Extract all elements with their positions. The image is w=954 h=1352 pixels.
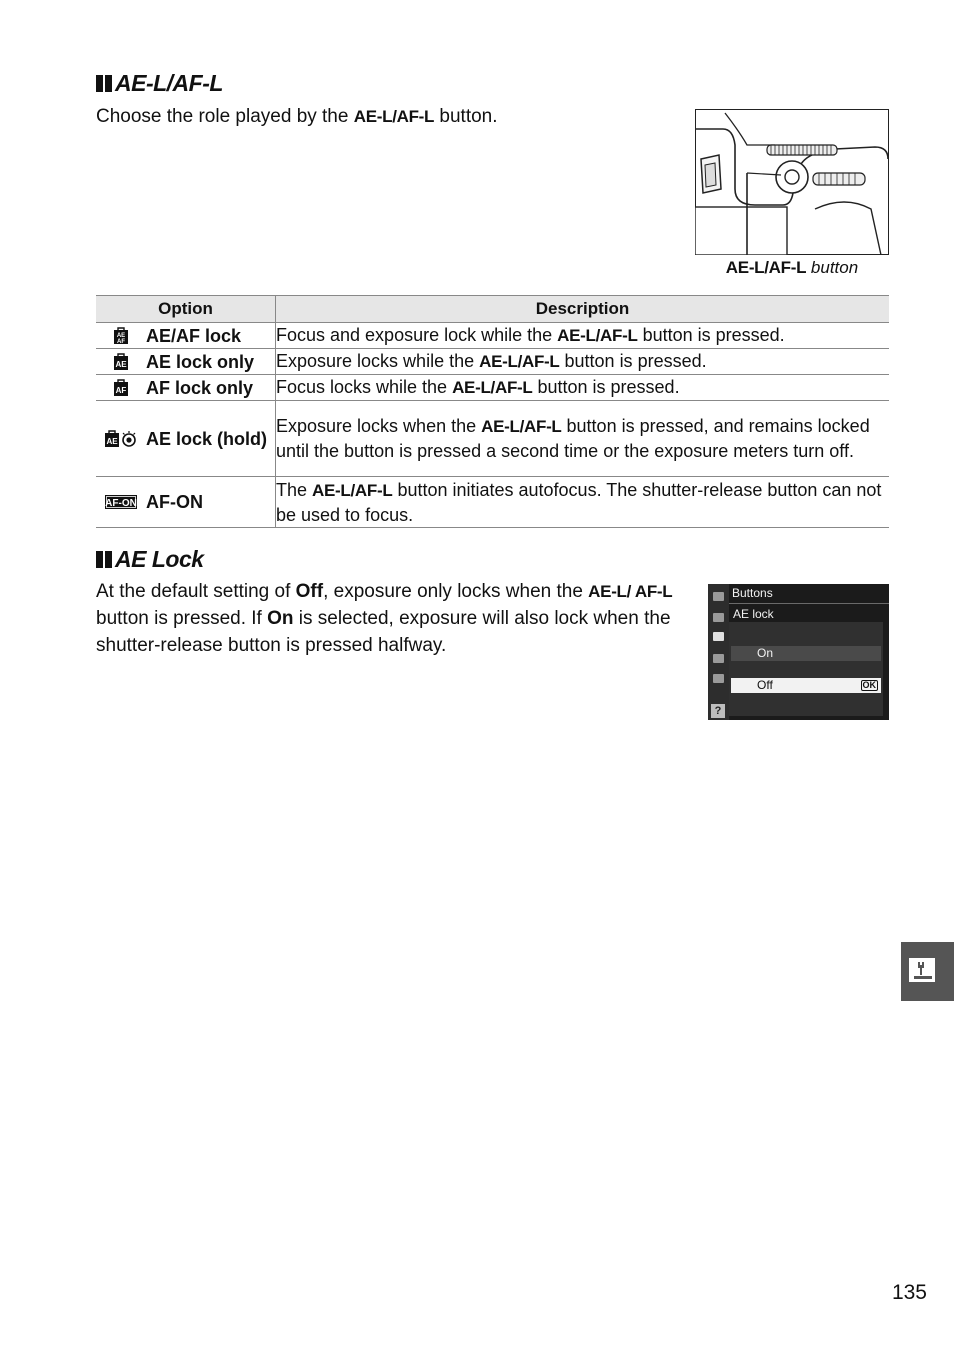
- ae-lock-icon: [96, 353, 146, 370]
- option-description: Exposure locks while the AE-L/AF-L button is pressed.: [276, 349, 890, 375]
- svg-text:AF: AF: [117, 339, 125, 344]
- svg-text:AE: AE: [116, 333, 126, 339]
- table-row: [96, 375, 889, 401]
- menu-header: Buttons: [732, 586, 773, 600]
- option-label: AF-ON: [146, 492, 203, 512]
- option-label: AE lock only: [146, 351, 255, 372]
- menu-sidebar: [708, 584, 729, 720]
- ae-lock-hold-icon: [96, 430, 146, 447]
- header-description: Description: [276, 296, 890, 323]
- shooting-menu-icon: [713, 613, 724, 622]
- header-option: Option: [96, 296, 276, 323]
- camera-illustration: [695, 109, 889, 277]
- menu-option-off: Off OK: [731, 678, 881, 693]
- option-label: AE lock (hold): [146, 428, 267, 449]
- option-description: Focus locks while the AE-L/AF-L button is pressed.: [276, 375, 890, 401]
- camera-back-drawing: [695, 109, 889, 255]
- setup-menu-icon: [713, 654, 724, 663]
- custom-settings-icon: [713, 632, 724, 641]
- table-row: [96, 477, 889, 528]
- option-description: Exposure locks when the AE-L/AF-L button is pressed, and remains locked until the button is pressed a second time or the exposure meters turn off.: [276, 401, 890, 477]
- svg-text:AF: AF: [115, 386, 127, 395]
- option-description: Focus and exposure lock while the AE-L/AF-L button is pressed.: [276, 323, 890, 349]
- setting-on: On: [267, 608, 294, 629]
- menu-option-on: On: [731, 646, 881, 661]
- section-marker-icon: [96, 75, 112, 92]
- table-header-row: [96, 296, 889, 323]
- ae-lock-paragraph: At the default setting of Off, exposure only locks when the AE-L/ AF-L button is pressed. If On is selected, exposure will also lock when the shutter-release button is pressed halfway.: [96, 581, 673, 656]
- option-label: AF lock only: [146, 377, 254, 398]
- retouch-menu-icon: [713, 674, 724, 683]
- figure-caption: AE-L/AF-L button: [725, 258, 859, 277]
- page-number: 135: [891, 1281, 927, 1304]
- section-marker-icon: [96, 551, 112, 568]
- svg-text:AE: AE: [106, 437, 118, 446]
- button-name: AE-L/ AF-L: [588, 582, 673, 601]
- playback-menu-icon: [713, 592, 724, 601]
- section-title: AE Lock: [115, 546, 204, 572]
- ok-icon: OK: [862, 680, 876, 690]
- menu-panel: [729, 622, 883, 716]
- ae-af-lock-icon: [96, 327, 146, 344]
- table-row: [96, 349, 889, 375]
- svg-text:AE: AE: [115, 360, 127, 369]
- menu-title: AE lock: [733, 607, 774, 621]
- section-heading-ae-l-af-l: [96, 70, 223, 97]
- option-label: AE/AF lock: [146, 325, 242, 346]
- intro-paragraph: Choose the role played by the AE-L/AF-L button.: [96, 106, 498, 127]
- table-row: [96, 401, 889, 477]
- svg-text:AF-ON: AF-ON: [105, 498, 137, 509]
- help-icon: ?: [711, 704, 725, 718]
- options-table: [96, 295, 889, 528]
- section-heading-ae-lock: [96, 546, 204, 573]
- section-title: AE-L/AF-L: [115, 70, 223, 96]
- button-name: AE-L/AF-L: [353, 107, 435, 126]
- setting-off: Off: [295, 581, 324, 602]
- custom-settings-tab: [901, 942, 954, 1001]
- table-row: [96, 323, 889, 349]
- wrench-menu-icon: [901, 942, 954, 1001]
- camera-menu-screen: [708, 584, 889, 720]
- af-on-icon: [96, 495, 146, 509]
- af-lock-icon: [96, 379, 146, 396]
- option-description: The AE-L/AF-L button initiates autofocus. The shutter-release button can not be used to focus.: [276, 477, 890, 528]
